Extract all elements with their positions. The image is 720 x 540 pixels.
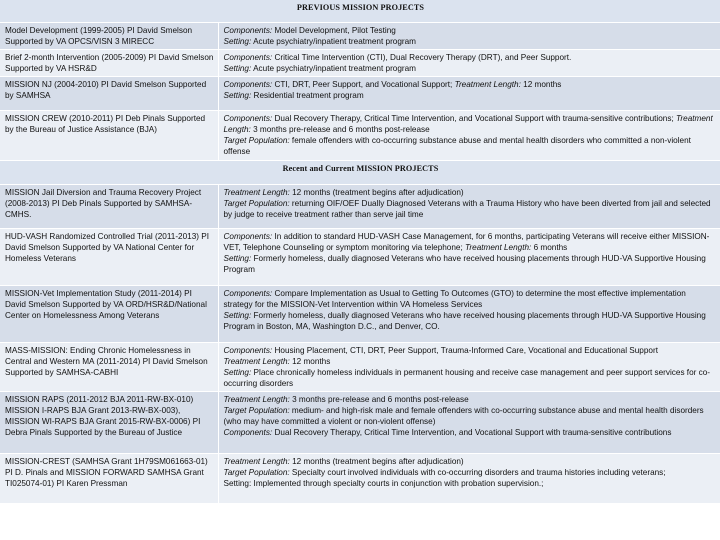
project-details-cell [218,111,720,161]
detail-text: 3 months pre-release and 6 months post-release [250,125,430,134]
detail-label: Target Population: [223,406,290,415]
detail-text: Critical Time Intervention (CTI), Dual Recovery Therapy (DRT), and Peer Support. [272,53,572,62]
detail-label: Treatment Length: [465,243,532,252]
detail-text: Compare Implementation as Usual to Getting To Outcomes (GTO) to determine the most effective implementation strategy for the MISSION-Vet Intervention within VA Homeless Services [223,289,686,309]
detail-label: Components: [223,80,273,89]
detail-text: Setting: Implemented through specialty courts in conjunction with probation supervision.; [223,479,544,488]
table-row [0,50,720,77]
recent-projects-heading: Recent and Current MISSION PROJECTS [0,161,720,185]
table-row [0,111,720,161]
detail-line [224,394,717,405]
detail-line [224,310,717,332]
detail-text: Dual Recovery Therapy, Critical Time Intervention, and Vocational Support with trauma-sensitive contributions [272,428,672,437]
detail-text: Acute psychiatry/inpatient treatment program [251,37,417,46]
detail-text: Dual Recovery Therapy, Critical Time Intervention, and Vocational Support with trauma-sensitive contributions; [272,114,677,123]
detail-line [224,456,717,467]
detail-text: female offenders with co-occurring substance abuse and mental health disorders who committed a non-violent offense [223,136,691,156]
project-name-cell: Model Development (1999-2005) PI David Smelson Supported by VA OPCS/VISN 3 MIRECC [0,23,218,50]
detail-label: Components: [223,232,273,241]
project-name-cell: MASS-MISSION: Ending Chronic Homelessness in Central and Western MA (2011-2014) PI David Smelson Supported by SAMHSA-CABHI [0,343,218,392]
table-row [0,454,720,504]
project-details-cell [218,229,720,286]
detail-label: Target Population: [223,136,290,145]
table-row [0,185,720,229]
detail-line [224,288,717,310]
project-name-cell: MISSION Jail Diversion and Trauma Recovery Project (2008-2013) PI Deb Pinals Supported by SAMHSA-CMHS. [0,185,218,229]
project-name-cell: Brief 2-month Intervention (2005-2009) PI David Smelson Supported by VA HSR&D [0,50,218,77]
detail-label: Treatment Length: [223,357,290,366]
detail-text: Place chronically homeless individuals in permanent housing and receive case management and peer support services for co-occurring disorders [223,368,711,388]
detail-text: 12 months (treatment begins after adjudication) [289,457,464,466]
detail-text: returning OIF/OEF Dually Diagnosed Veterans with a Trauma History who have been diverted from jail and selected by judge to receive treatment rather than serve jail time [223,199,711,219]
table-row [0,229,720,286]
detail-label: Components: [223,428,273,437]
detail-line [224,63,717,74]
detail-text: Residential treatment program [251,91,364,100]
project-name-cell: MISSION RAPS (2011-2012 BJA 2011-RW-BX-010) MISSION I-RAPS BJA Grant 2013-RW-BX-003), MISSION WI-RAPS BJA Grant 2015-RW-BX-0006) PI Debra Pinals Supported by the Bureau of Justice [0,392,218,454]
detail-text: In addition to standard HUD-VASH Case Management, for 6 months, participating Veterans will receive either MISSION-VET, Telephone Counseling or symptom monitoring via telephone; [223,232,710,252]
project-details-cell [218,392,720,454]
detail-label: Treatment Length: [223,114,713,134]
detail-line [224,427,717,438]
project-name-cell: HUD-VASH Randomized Controlled Trial (2011-2013) PI David Smelson Supported by VA National Center for Homeless Veterans [0,229,218,286]
detail-label: Treatment Length: [223,457,290,466]
detail-label: Setting: [223,64,252,73]
table-row [0,343,720,392]
detail-line [224,25,717,36]
detail-label: Target Population: [223,199,290,208]
detail-text: Acute psychiatry/inpatient treatment program [251,64,417,73]
detail-label: Components: [223,289,273,298]
detail-line [224,478,717,489]
detail-line [224,198,717,220]
detail-line [224,231,717,253]
table-row [0,286,720,343]
project-name-cell: MISSION NJ (2004-2010) PI David Smelson Supported by SAMHSA [0,77,218,111]
detail-line [224,90,717,101]
detail-text: 12 months (treatment begins after adjudication) [289,188,464,197]
detail-line [224,135,717,157]
detail-label: Setting: [223,91,252,100]
detail-line [224,113,717,135]
detail-label: Target Population: [223,468,290,477]
detail-label: Components: [223,114,273,123]
project-details-cell [218,343,720,392]
detail-label: Components: [223,53,273,62]
project-name-cell: MISSION-Vet Implementation Study (2011-2014) PI David Smelson Supported by VA ORD/HSR&D/National Center on Homelessness Among Veterans [0,286,218,343]
table-row [0,392,720,454]
detail-text: 3 months pre-release and 6 months post-release [289,395,469,404]
detail-label: Treatment Length: [223,395,290,404]
detail-line [224,79,717,90]
detail-text: Specialty court involved individuals with co-occurring disorders and trauma histories including veterans; [289,468,666,477]
detail-label: Setting: [223,37,252,46]
recent-heading-row [0,161,720,185]
detail-label: Components: [223,346,273,355]
detail-line [224,405,717,427]
detail-text: Formerly homeless, dually diagnosed Veterans who have received housing placements through HUD-VA Supportive Housing Program in Boston, MA, Washington D.C., and Denver, CO. [223,311,706,331]
detail-line [224,253,717,275]
project-details-cell [218,454,720,504]
previous-projects-heading: PREVIOUS MISSION PROJECTS [0,0,720,23]
detail-label: Setting: [223,311,252,320]
project-details-cell [218,77,720,111]
detail-text: 12 months [520,80,562,89]
detail-label: Setting: [223,254,252,263]
detail-text: Housing Placement, CTI, DRT, Peer Support, Trauma-Informed Care, Vocational and Educational Support [272,346,658,355]
detail-text: CTI, DRT, Peer Support, and Vocational Support; [272,80,455,89]
project-details-cell [218,23,720,50]
detail-line [224,467,717,478]
detail-text: medium- and high-risk male and female offenders with co-occurring substance abuse and mental health disorders (who may have committed a violent or non-violent offense) [223,406,704,426]
project-details-cell [218,286,720,343]
detail-label: Components: [223,26,273,35]
detail-line [224,367,717,389]
detail-line [224,187,717,198]
project-name-cell: MISSION-CREST (SAMHSA Grant 1H79SM061663-01) PI D. Pinals and MISSION FORWARD SAMHSA Grant TI025074-01) PI Karen Pressman [0,454,218,504]
detail-text: 12 months [289,357,331,366]
project-name-cell: MISSION CREW (2010-2011) PI Deb Pinals Supported by the Bureau of Justice Assistance (BJA) [0,111,218,161]
previous-heading-row [0,0,720,23]
table-row [0,23,720,50]
detail-label: Treatment Length: [223,188,290,197]
detail-text: Model Development, Pilot Testing [272,26,396,35]
detail-text: 6 months [531,243,568,252]
detail-label: Treatment Length: [454,80,521,89]
detail-label: Setting: [223,368,252,377]
table-row [0,77,720,111]
project-details-cell [218,185,720,229]
detail-line [224,345,717,356]
detail-line [224,356,717,367]
detail-line [224,36,717,47]
project-details-cell [218,50,720,77]
detail-line [224,52,717,63]
detail-text: Formerly homeless, dually diagnosed Veterans who have received housing placements through HUD-VA Supportive Housing Program [223,254,706,274]
